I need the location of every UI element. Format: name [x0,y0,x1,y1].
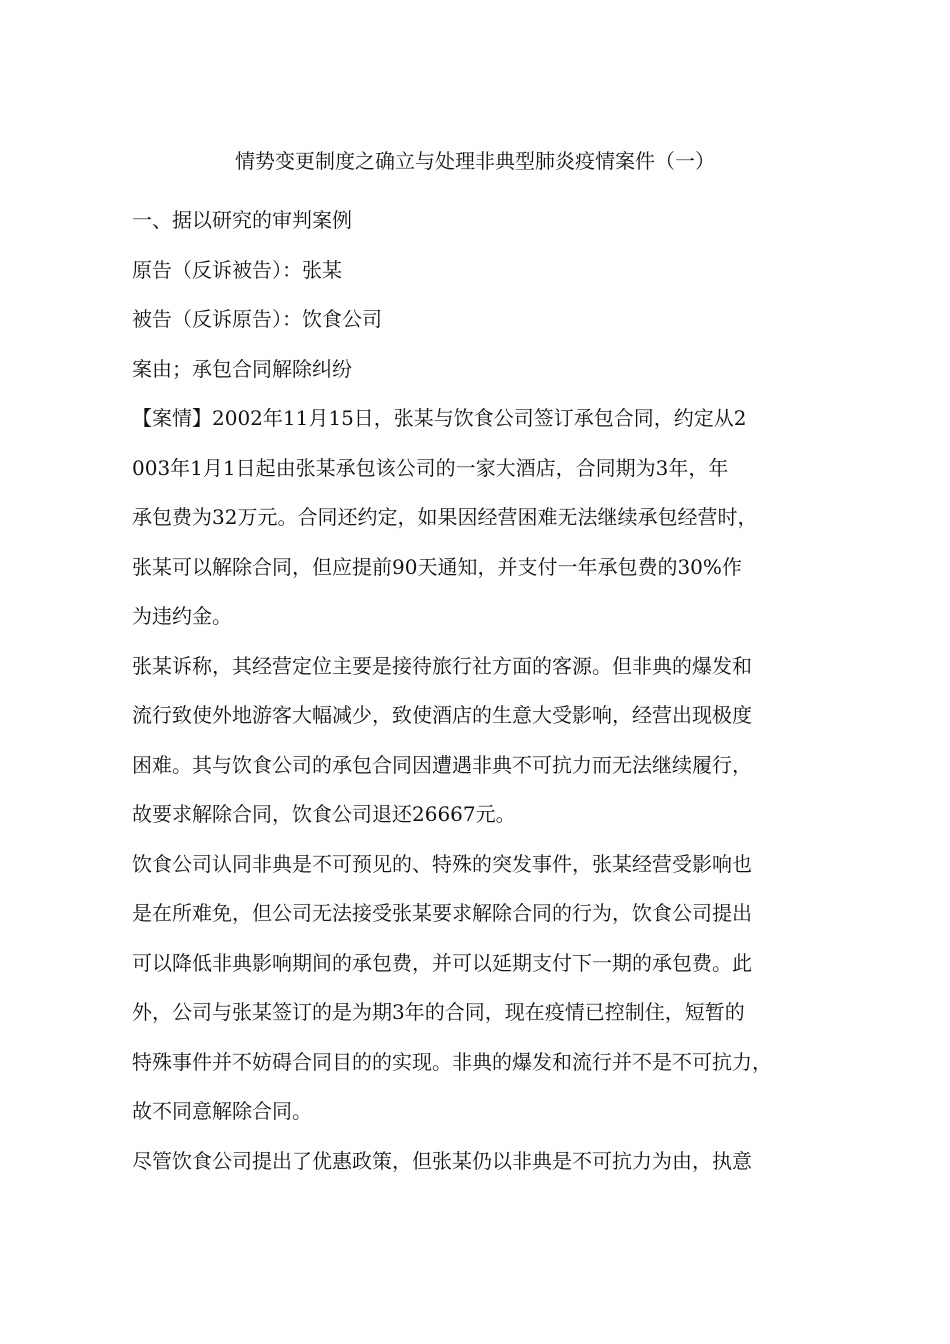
section-heading: 一、据以研究的审判案例 [132,208,352,232]
paragraph-line: 特殊事件并不妨碍合同目的的实现。非典的爆发和流行并不是不可抗力， [132,1049,772,1074]
paragraph-line: 003年1月1日起由张某承包该公司的一家大酒店，合同期为3年，年 [132,455,729,480]
paragraph-line: 流行致使外地游客大幅减少，致使酒店的生意大受影响，经营出现极度 [132,703,752,727]
paragraph-line: 为违约金。 [132,604,232,628]
paragraph-line: 是在所难免，但公司无法接受张某要求解除合同的行为，饮食公司提出 [132,901,752,925]
defendant-line: 被告（反诉原告）：饮食公司 [132,307,382,331]
paragraph-line: 张某诉称，其经营定位主要是接待旅行社方面的客源。但非典的爆发和 [132,653,752,678]
paragraph-line: 困难。其与饮食公司的承包合同因遭遇非典不可抗力而无法继续履行， [132,752,752,777]
plaintiff-line: 原告（反诉被告）：张某 [132,257,342,282]
paragraph-line: 尽管饮食公司提出了优惠政策，但张某仍以非典是不可抗力为由，执意 [132,1148,752,1173]
case-cause-line: 案由；承包合同解除纠纷 [132,356,352,381]
paragraph-line: 承包费为32万元。合同还约定，如果因经营困难无法继续承包经营时， [132,505,758,529]
document-body [132,196,832,1186]
paragraph-line: 饮食公司认同非典是不可预见的、特殊的突发事件，张某经营受影响也 [132,851,752,876]
document-title: 情势变更制度之确立与处理非典型肺炎疫情案件（一） [235,149,715,173]
paragraph-line: 外，公司与张某签订的是为期3年的合同，现在疫情已控制住，短暂的 [132,1000,745,1024]
paragraph-line: 【案情】2002年11月15日，张某与饮食公司签订承包合同，约定从2 [132,406,747,430]
paragraph-line: 可以降低非典影响期间的承包费，并可以延期支付下一期的承包费。此 [132,950,752,975]
paragraph-line: 故不同意解除合同。 [132,1099,312,1123]
paragraph-line: 故要求解除合同，饮食公司退还26667元。 [132,802,516,826]
paragraph-line: 张某可以解除合同，但应提前90天通知，并支付一年承包费的30%作 [132,554,742,579]
